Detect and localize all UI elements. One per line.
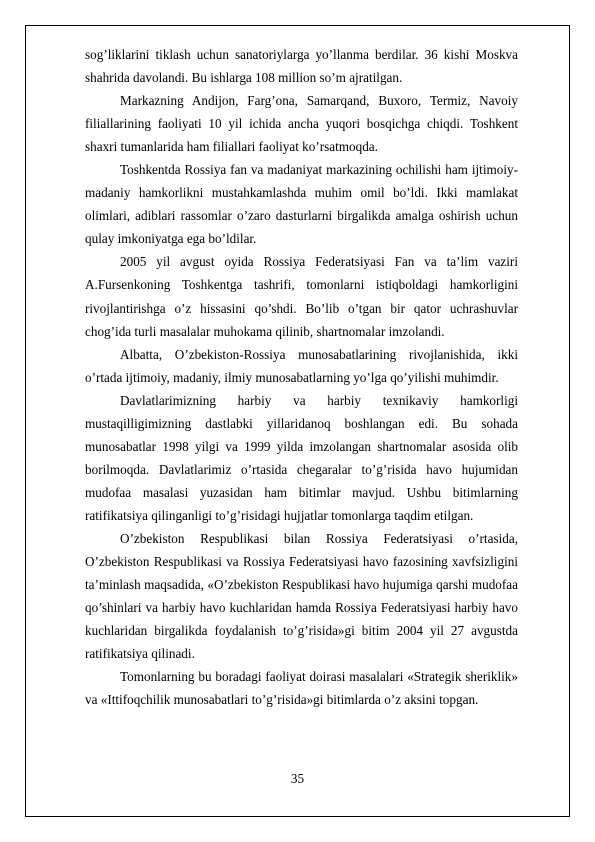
paragraph-relations: Albatta, O’zbekiston-Rossiya munosabatlarining rivojlanishida, ikki o’rtada ijtimoiy, madaniy, ilmiy munosabatlarning yo’lga qo’yilishi muhimdir. [85, 346, 518, 385]
paragraph-science-culture-center: Toshkentda Rossiya fan va madaniyat markazining ochilishi ham ijtimoiy-madaniy hamkorlikni mustahkamlashda muhim omil bo’ldi. Ikki mamlakat olimlari, adiblari rassomlar o’zaro dasturlarni birgalikda amalga oshirish uchun qulay imkoniyatga ega bo’ldilar. [85, 162, 518, 247]
paragraph-minister-visit: 2005 yil avgust oyida Rossiya Federatsiyasi Fan va ta’lim vaziri A.Fursenkoning Toshkentga tashrifi, tomonlarni istiqboldagi hamkorligini rivojlantirishga o’z hissasini qo’shdi. Bo’lib o’tgan bir qator uchrashuvlar chog’ida turli masalalar muhokama qilinib, shartnomalar imzolandi. [85, 254, 518, 339]
paragraph-air-defense-agreement: O’zbekiston Respublikasi bilan Rossiya Federatsiyasi o’rtasida, O’zbekiston Respublikasi va Rossiya Federatsiyasi havo fazosining xavfsizligini ta’minlash maqsadida, «O’zbekiston Respublikasi havo hujumiga qarshi mudofaa qo’shinlari va harbiy havo kuchlaridan hamda Rossiya Federatsiyasi harbiy havo kuchlaridan birgalikda foydalanish to’g’risida»gi bitim 2004 yil 27 avgustda ratifikatsiya qilinadi. [85, 530, 518, 662]
paragraph-continuation: sog’liklarini tiklash uchun sanatoriylarga yo’llanma berdilar. 36 kishi Moskva shahrida davolandi. Bu ishlarga 108 million so’m ajratilgan. [85, 47, 518, 86]
paragraph-branches: Markazning Andijon, Farg’ona, Samarqand, Buxoro, Termiz, Navoiy filiallarining faoliyati 10 yil ichida ancha yuqori bosqichga chiqdi. Toshkent shaxri tumanlarida ham filiallari faoliyat ko’rsatmoqda. [85, 93, 518, 155]
document-body [85, 43, 518, 711]
page-number: 35 [290, 771, 305, 786]
paragraph-strategic-partnership: Tomonlarning bu boradagi faoliyat doirasi masalalari «Strategik sheriklik» va «Ittifoqchilik munosabatlari to’g’risida»gi bitimlarda o’z aksini topgan. [85, 669, 518, 708]
paragraph-military-cooperation: Davlatlarimizning harbiy va harbiy texnikaviy hamkorligi mustaqilligimizning dastlabki yillaridanoq boshlangan edi. Bu sohada munosabatlar 1998 yilgi va 1999 yilda imzolangan shartnomalar asosida olib borilmoqda. Davlatlarimiz o’rtasida chegaralar to’g’risida havo hujumidan mudofaa masalasi yuzasidan ham bitimlar mavjud. Ushbu bitimlarning ratifikatsiya qilinganligi to’g’risidagi hujjatlar tomonlarga taqdim etilgan. [85, 392, 518, 523]
